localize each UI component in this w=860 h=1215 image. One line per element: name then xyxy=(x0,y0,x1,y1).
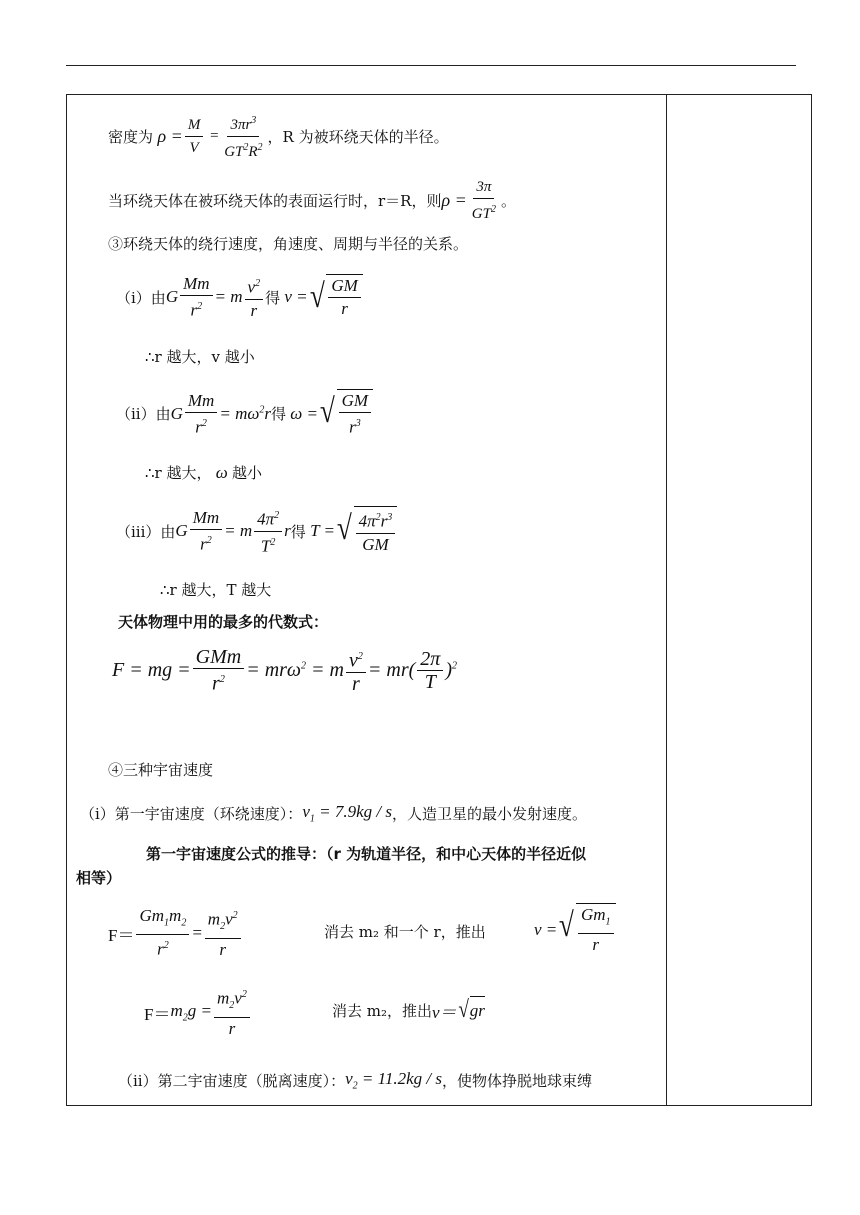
v1-line: （i）第一宇宙速度（环绕速度）： $v_1 = 7.9kg / s$ ，人造卫星的最小发射速度。 xyxy=(80,802,587,825)
frac-2pi-t: 2π T xyxy=(417,648,443,693)
frac-mm-r2-ii: $\frac{Mm}{r^2}$ xyxy=(185,390,217,439)
surface-text: 当环绕天体在被环绕天体的表面运行时，r＝R，则 xyxy=(108,192,442,210)
derivation-line1: 第一宇宙速度公式的推导：（r 为轨道半径，和中心天体的半径近似 xyxy=(146,845,587,863)
frac-gm1m2-r2: $\frac{Gm_1m_2}{r^2}$ xyxy=(136,905,189,961)
ii-prefix: （ii）由 xyxy=(116,405,171,424)
formula-first-derivation: F＝ $\frac{Gm_1m_2}{r^2}$ = $\frac{m_2v^2}{r}$ xyxy=(108,905,243,961)
frac-m2v2-r-2: $\frac{m_2v^2}{r}$ xyxy=(214,984,250,1040)
formula-v-sqrt-gm1-r: v = √ $Gm_1$ r xyxy=(534,903,616,956)
frac-m2v2-r: $\frac{m_2v^2}{r}$ xyxy=(205,905,241,961)
frac-mm-r2: $\frac{Mm}{r^2}$ xyxy=(180,273,212,322)
frac-4pi2-t2: $4\pi^2$ $T^2$ xyxy=(254,505,282,557)
formula-i: （i）由 G $\frac{Mm}{r^2}$ = m $v^2$ r 得 v = √ GM r xyxy=(116,273,363,322)
elim2-text: 消去 m₂，推出 xyxy=(332,1001,433,1020)
v1-prefix: （i）第一宇宙速度（环绕速度）： xyxy=(80,804,303,823)
iii-result: ∴r 越大，T 越大 xyxy=(160,581,272,599)
item3-title: ③环绕天体的绕行速度，角速度、周期与半径的关系。 xyxy=(108,235,469,253)
formula-second-derivation: F＝ $m_2g$ = $\frac{m_2v^2}{r}$ xyxy=(144,984,252,1040)
formula-ii: （ii）由 G $\frac{Mm}{r^2}$ = $m\omega^2r$ 得 ω = √ GM $r^3$ xyxy=(116,389,373,439)
frac-gmm-r2: GMm $r^2$ xyxy=(193,646,245,695)
table-column-divider xyxy=(666,94,667,1106)
i-prefix: （i）由 xyxy=(116,288,166,307)
fraction-m-over-v: $\frac{M}{V}$ xyxy=(185,114,204,159)
ii-result-a: ∴r 越大， xyxy=(145,464,212,482)
item4-title: ④三种宇宙速度 xyxy=(108,761,214,779)
derivation-line2: 相等） xyxy=(76,869,122,887)
sqrt-gm-r3: √ GM $r^3$ xyxy=(318,389,373,439)
iii-mid: 得 xyxy=(290,522,306,541)
iii-prefix: （iii）由 xyxy=(116,522,176,541)
elim2-line: 消去 m₂，推出 v＝ √ gr xyxy=(332,997,485,1023)
ii-result: ∴r 越大， ω 越小 xyxy=(145,463,263,482)
elim1-text: 消去 m₂ 和一个 r，推出 xyxy=(324,923,486,941)
sqrt-gr: √ gr xyxy=(457,997,485,1023)
header-rule xyxy=(66,65,796,66)
density-suffix: ，R 为被环绕天体的半径。 xyxy=(267,128,449,146)
frac-v2-r: $v^2$ r xyxy=(245,273,264,322)
sqrt-4pi2r3-gm: √ $4\pi^2r^3$ GM xyxy=(335,506,397,556)
i-mid: 得 xyxy=(265,288,281,307)
v2-prefix: （ii）第二宇宙速度（脱离速度）： xyxy=(118,1071,346,1090)
surface-end: 。 xyxy=(500,192,516,210)
formula-common: F = mg = GMm $r^2$ = mrω$^2$ = m $\frac{v^2}{r}$ = mr( 2π T )$^2$ xyxy=(112,646,457,695)
frac-mm-r2-iii: $\frac{Mm}{r^2}$ xyxy=(190,507,222,556)
fraction-3pi-gt2: $\frac{3\pi}{GT^2}$ xyxy=(469,176,499,225)
v1-suffix: ，人造卫星的最小发射速度。 xyxy=(391,804,587,823)
common-title: 天体物理中用的最多的代数式： xyxy=(118,613,329,631)
ii-mid: 得 xyxy=(270,405,286,424)
i-result: ∴r 越大，v 越小 xyxy=(145,348,255,366)
sqrt-gm1-r: √ $Gm_1$ r xyxy=(557,903,615,956)
v2-suffix: ，使物体挣脱地球束缚 xyxy=(442,1071,593,1090)
formula-iii: （iii）由 G $\frac{Mm}{r^2}$ = m $4\pi^2$ $T^2$ r 得 T = √ $4\pi^2r^3$ GM xyxy=(116,505,397,557)
surface-line: 当环绕天体在被环绕天体的表面运行时，r＝R，则 ρ = $\frac{3\pi}{GT^2}$ 。 xyxy=(108,176,516,225)
sqrt-gm-r: √ GM r xyxy=(308,274,363,320)
v2-line: （ii）第二宇宙速度（脱离速度）： $v_2 = 11.2kg / s$ ，使物体挣脱地球束缚 xyxy=(118,1069,593,1092)
fraction-density: $\frac{3\pi r^3}{GT^2R^2}$ xyxy=(221,110,265,163)
density-line: 密度为 ρ = $\frac{M}{V}$ = $\frac{3\pi r^3}{GT^2R^2}$ ，R 为被环绕天体的半径。 xyxy=(108,110,449,163)
frac-v2-r-big: $\frac{v^2}{r}$ xyxy=(346,646,366,695)
density-prefix: 密度为 xyxy=(108,128,154,146)
ii-result-b: 越小 xyxy=(232,464,263,482)
